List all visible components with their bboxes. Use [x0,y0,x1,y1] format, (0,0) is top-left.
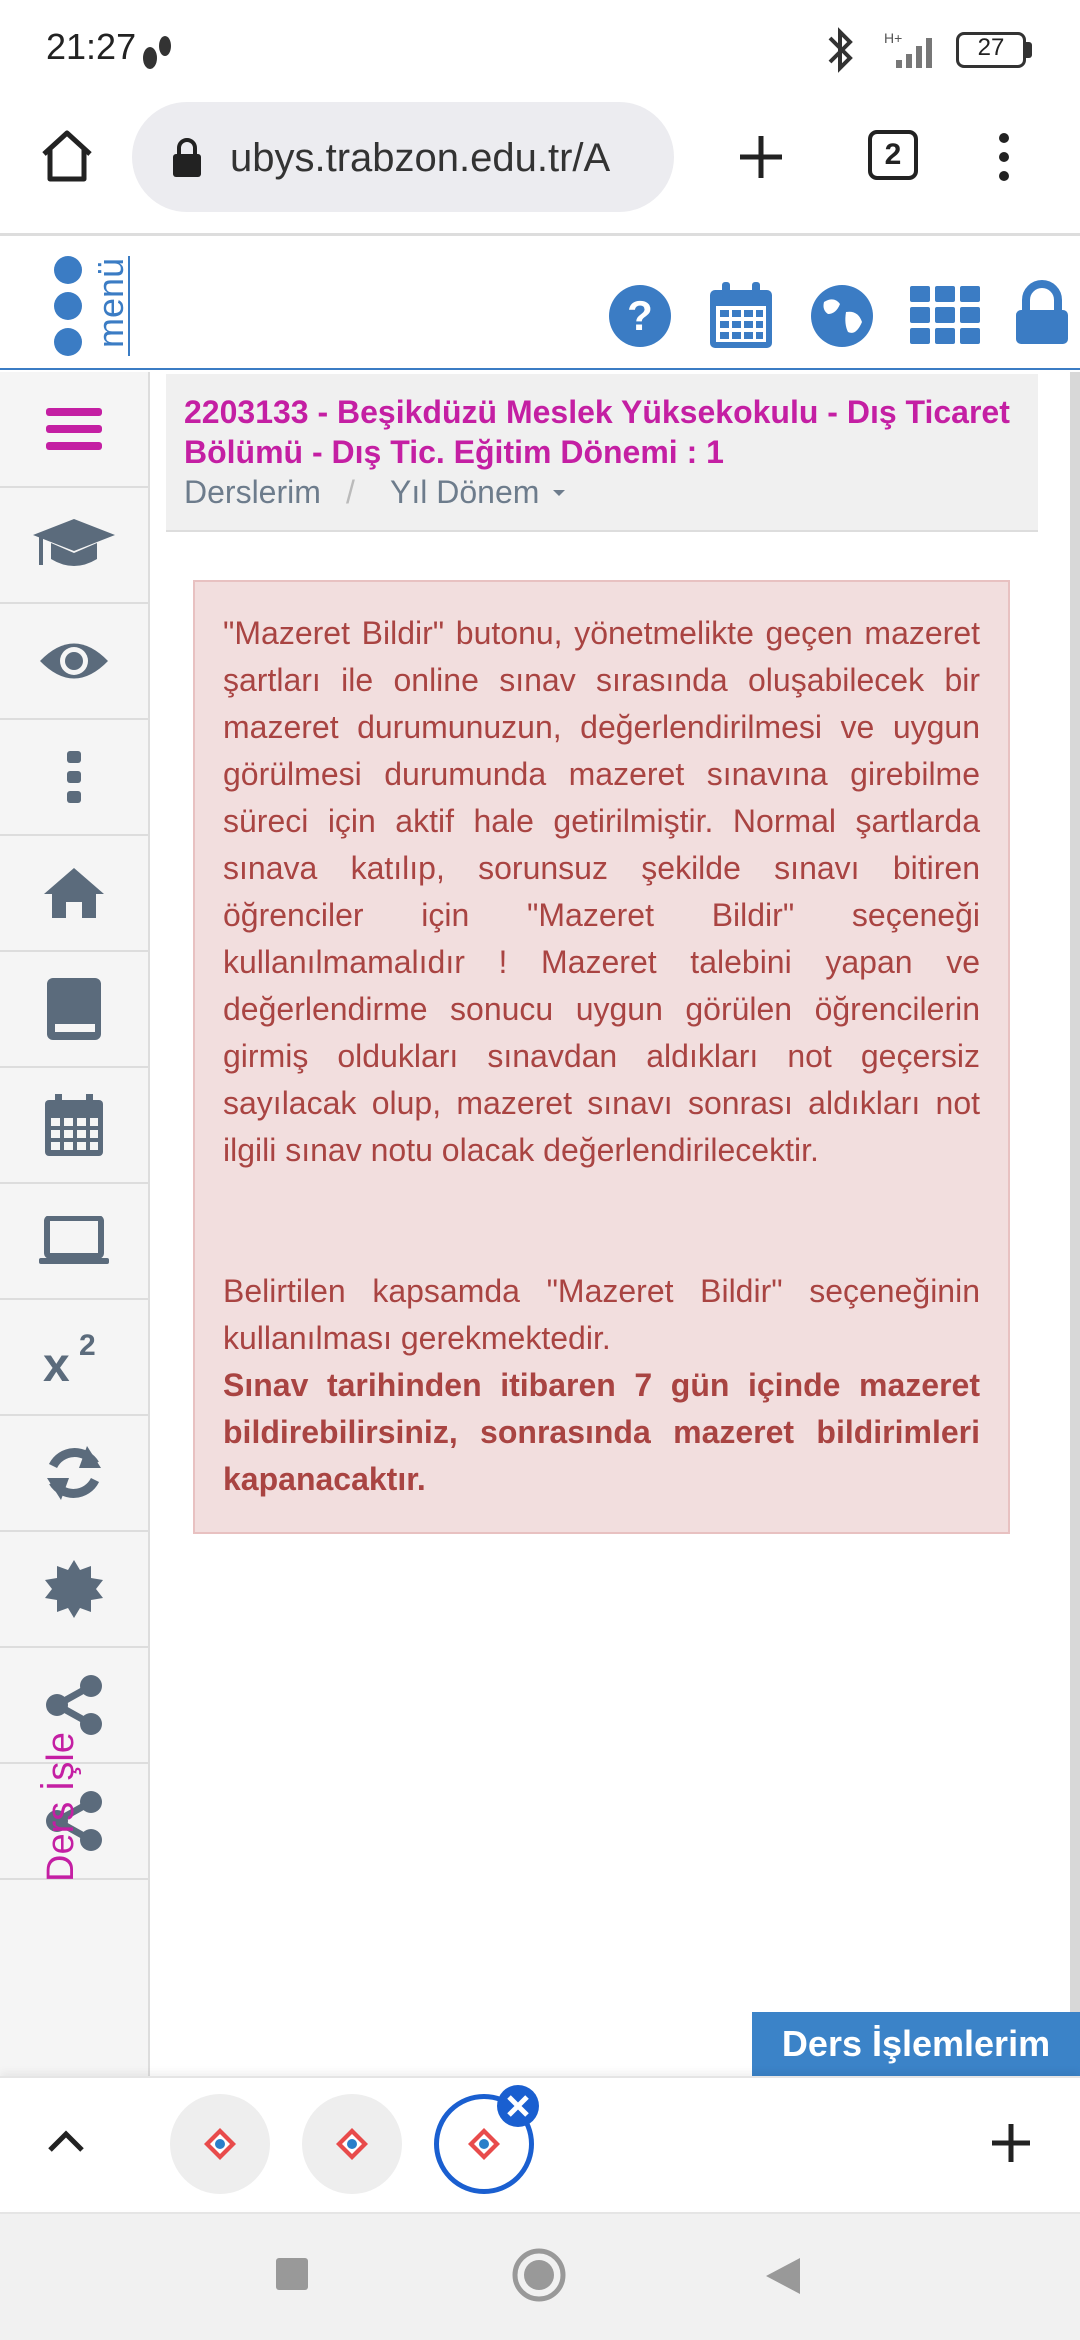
logo-dot [54,328,82,356]
more-menu-icon[interactable] [992,132,1016,182]
status-time: 21:27 [46,26,137,67]
alert-paragraph: "Mazeret Bildir" butonu, yönetmelikte geçen mazeret şartları ile online sınav sırasında oluşabilecek bir mazeret durumunuzun, değerlendirilmesi ve uygun görülmesi durumunda mazeret sınavına girebilme süreci için aktif hale getirilmiştir. Normal şartlarda sınava katılıp, sorunsuz şekilde sınavı bitiren öğrenciler için "Mazeret Bildir" seçeneği kullanılmamalıdır ! Mazeret talebini yapan ve değerlendirme sonucu uygun görülen öğrencilerin girmiş oldukları sınavdan aldıkları not geçersiz sayılacak olup, mazeret sınavı sonrası aldıkları not ilgili sınav notu olacak değerlendirilecektir. [223,615,980,1168]
breadcrumb-yil-donem[interactable]: Yıl Dönem [390,474,540,510]
sidebar-item-home[interactable] [0,836,148,952]
sidebar-item-book[interactable] [0,952,148,1068]
sidebar-item-menu-toggle[interactable] [0,372,148,488]
svg-text:x: x [43,1339,70,1385]
sidebar-item-refresh[interactable] [0,1416,148,1532]
breadcrumb-separator: / [346,474,355,510]
logo-dot [54,256,82,284]
home-nav-button[interactable] [512,2248,566,2302]
chevron-up-icon[interactable] [46,2126,86,2154]
signal-icon [880,30,944,70]
sidebar-item-view[interactable] [0,604,148,720]
sidebar [0,372,150,2076]
sidebar-item-math[interactable] [0,1300,148,1416]
url-text[interactable]: ubys.trabzon.edu.tr/A [230,136,611,180]
site-favicon-icon [464,2124,504,2164]
globe-icon[interactable] [810,284,874,348]
lock-icon [170,136,204,180]
bluetooth-icon [822,26,858,74]
refresh-icon [43,1442,105,1504]
caret-down-icon[interactable] [552,488,566,498]
tab-thumbnail[interactable] [302,2094,402,2194]
tab-strip [0,2076,1080,2210]
sidebar-vertical-label[interactable]: Ders İşle [40,1732,82,1882]
calendar-icon [43,1092,105,1158]
home-icon [42,866,106,920]
notification-icon [140,32,174,72]
share-icon [43,1674,105,1736]
sidebar-item-education[interactable] [0,488,148,604]
site-favicon-icon [332,2124,372,2164]
add-tab-icon[interactable] [990,2122,1032,2164]
close-tab-icon[interactable] [496,2084,540,2128]
alert-warning: Sınav tarihinden itibaren 7 gün içinde mazeret bildirebilirsiniz, sonrasında mazeret bildirimleri kapanacaktır. [223,1367,980,1497]
tab-switcher-button[interactable]: 2 [868,130,918,180]
ders-islemlerim-button[interactable]: Ders İşlemlerim [752,2012,1080,2076]
site-favicon-icon [200,2124,240,2164]
home-button[interactable] [38,128,96,184]
recents-button[interactable] [276,2258,308,2290]
menu-logo-button[interactable] [52,252,142,362]
page-title: 2203133 - Beşikdüzü Meslek Yüksekokulu - Dış Ticaret Bölümü - Dış Tic. Eğitim Dönemi : 1 [184,394,1010,470]
sidebar-item-calendar[interactable] [0,1068,148,1184]
svg-text:?: ? [627,292,653,339]
apps-grid-icon[interactable] [910,286,980,344]
sidebar-item-online[interactable] [0,1184,148,1300]
tab-thumbnail[interactable] [170,2094,270,2194]
graduation-cap-icon [31,515,117,575]
lock-logout-icon[interactable] [1012,280,1072,346]
help-icon[interactable] [608,284,672,348]
superscript-icon [41,1329,107,1385]
calendar-icon[interactable] [708,280,774,350]
laptop-icon [37,1216,111,1266]
battery-level: 27 [977,34,1005,61]
book-icon [45,976,103,1042]
back-button[interactable] [764,2256,802,2296]
menu-label: menü [90,257,131,348]
new-tab-icon[interactable] [738,134,784,180]
eye-icon [38,636,110,686]
hamburger-icon [44,404,104,454]
vertical-dots-icon [64,749,84,805]
svg-text:2: 2 [79,1329,96,1362]
sidebar-item-badge[interactable] [0,1532,148,1648]
network-type: H+ [884,30,903,46]
alert-paragraph: Belirtilen kapsamda "Mazeret Bildir" seçeneğinin kullanılması gerekmektedir. [223,1273,980,1356]
breadcrumb-derslerim[interactable]: Derslerim [184,474,321,510]
badge-icon [43,1558,105,1620]
sidebar-item-more[interactable] [0,720,148,836]
page-scrollbar[interactable] [1070,372,1080,2012]
logo-dot [54,292,82,320]
